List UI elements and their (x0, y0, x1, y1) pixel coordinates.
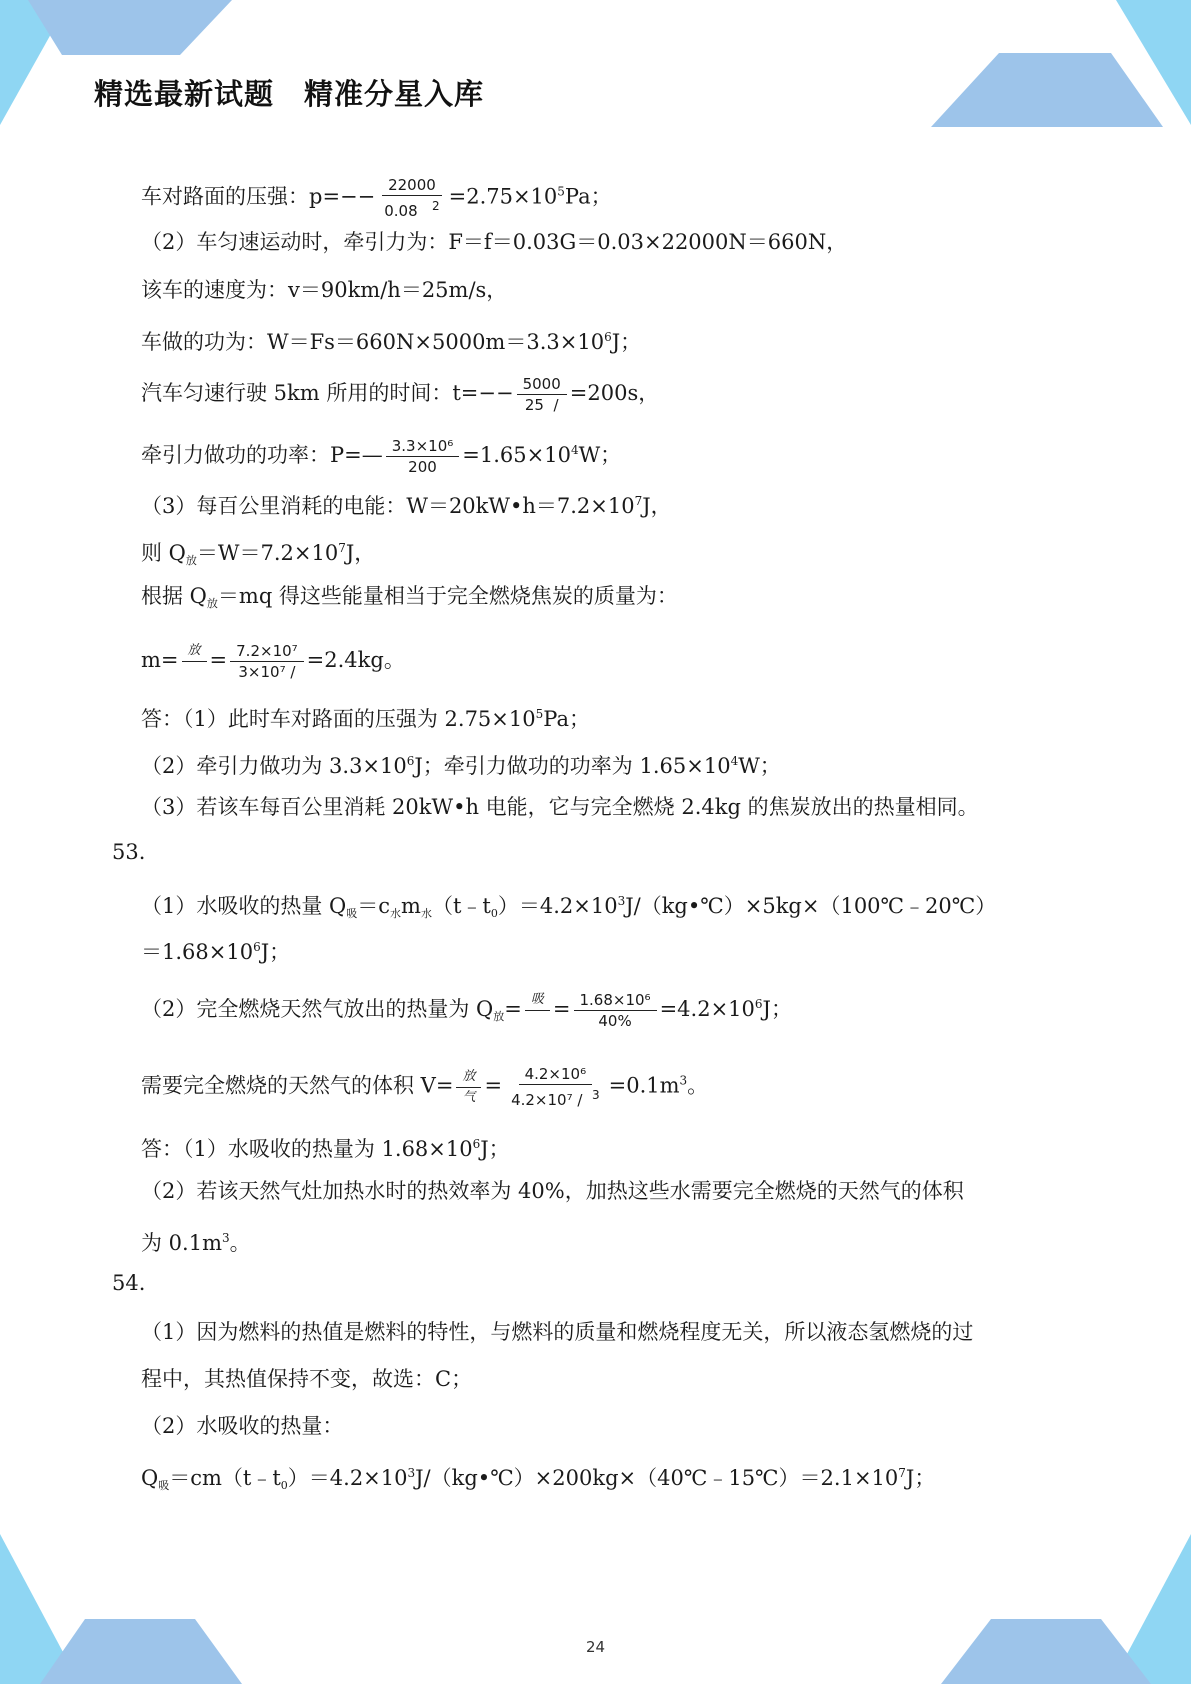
text-line: （2）水吸收的热量： (141, 1414, 344, 1438)
fraction: 放 (182, 642, 207, 681)
text-line: m= 放 = $\frac{\text{7.2×10⁷}}{\text{3×10⁷ /}}$ =2.4kg。 (141, 642, 405, 681)
text-line: （2）完全燃烧天然气放出的热量为 $Q_放=$ 吸 = $\frac{\text{1.68×10⁶}}{40\%}$ $=4.2\times 10^6J$； (141, 991, 792, 1030)
text-line: 答：（1）此时车对路面的压强为 $2.75\times 10^5Pa$； (141, 707, 590, 731)
text-line: 则 $Q_放=W=7.2\times 10^7J$， (141, 541, 376, 567)
text-line: 汽车匀速行驶 5km 所用的时间：t=−− $\frac{5000}{25 /}$ =200s， (141, 375, 660, 414)
page-header-title (94, 72, 484, 113)
text-line: 车对路面的压强：p=−− $\frac{22000}{0.08 ^2}$ $=2.75\times 10^5Pa$； (141, 176, 612, 220)
fraction: $\frac{\text{3.3×10⁶}}{200}$ (386, 437, 460, 476)
text-line: （3）每百公里消耗的电能：$W=20kW•h=7.2\times 10^7J$， (141, 494, 672, 518)
fraction: $\frac{5000}{25 /}$ (517, 375, 567, 414)
top-right-decoration (931, 0, 1191, 130)
text-line: （3）若该车每百公里消耗 20kW•h 电能，它与完全燃烧 2.4kg 的焦炭放出的热量相同。 (141, 795, 979, 819)
text-line: （1）因为燃料的热值是燃料的特性，与燃料的质量和燃烧程度无关，所以液态氢燃烧的过 (141, 1320, 974, 1344)
page-number: 24 (585, 1638, 606, 1656)
text-line: （2）牵引力做功为 $3.3\times 10^6J$；牵引力做功的功率为 $1.65\times 10^4W$； (141, 754, 781, 778)
fraction: $\frac{22000}{0.08 ^2}$ (378, 176, 445, 220)
header-title-right: 精准分星入库 (304, 77, 485, 111)
text-line: 程中，其热值保持不变，故选：C； (141, 1367, 473, 1391)
text-line: 为 $0.1m^3$。 (141, 1231, 251, 1255)
fraction: 吸 (525, 991, 550, 1030)
text-line: $=1.68\times 10^6J$； (141, 940, 291, 964)
fraction: $\frac{\text{4.2×10⁶}}{4.2\times 10^7 / ^3}$ (511, 1065, 600, 1109)
text-line: 需要完全燃烧的天然气的体积 V= $\frac{\text{放}}{\text{气}}$ = $\frac{\text{4.2×10⁶}}{4.2\times 10^7 / ^3}$ $=0.1m^3$。 (141, 1065, 709, 1109)
text-line: 该车的速度为：v＝90km/h＝25m/s， (141, 278, 508, 302)
text-line: （2）若该天然气灶加热水时的热效率为 40%，加热这些水需要完全燃烧的天然气的体积 (141, 1179, 964, 1203)
text-line: $Q_吸=cm(t﹣t_0)=4.2\times 10^3J/(kg•℃)\times 200kg\times(40℃﹣15℃)=2.1\times 10^7J$； (141, 1466, 936, 1492)
header-title-left: 精选最新试题 (94, 77, 275, 111)
text-line: （2）车匀速运动时，牵引力为：F＝f＝0.03G＝0.03×22000N＝660N， (141, 230, 848, 254)
question-number-54: 54. (112, 1271, 146, 1295)
bottom-left-decoration (0, 1534, 250, 1684)
text-line: 根据 $Q_放=mq$ 得这些能量相当于完全燃烧焦炭的质量为： (141, 584, 678, 610)
text-line: 牵引力做功的功率：P=— $\frac{\text{3.3×10⁶}}{200}$ $=1.65\times 10^4W$； (141, 437, 622, 476)
text-line: 车做的功为：$W=Fs=660N\times 5000m=3.3\times 10^6J$； (141, 330, 642, 354)
fraction: $\frac{\text{7.2×10⁷}}{\text{3×10⁷ /}}$ (230, 642, 304, 681)
fraction: $\frac{\text{放}}{\text{气}}$ (456, 1068, 481, 1107)
question-number-53: 53. (112, 840, 146, 864)
text-line: （1）水吸收的热量 $Q_吸=c_水m_水(t﹣t_0)=4.2\times 10^3J/(kg•℃)\times 5kg\times(100℃﹣20℃)$ (141, 894, 997, 920)
fraction: $\frac{\text{1.68×10⁶}}{40\%}$ (574, 991, 657, 1030)
text-line: 答：（1）水吸收的热量为 $1.68\times 10^6J$； (141, 1137, 510, 1161)
bottom-right-decoration (941, 1534, 1191, 1684)
